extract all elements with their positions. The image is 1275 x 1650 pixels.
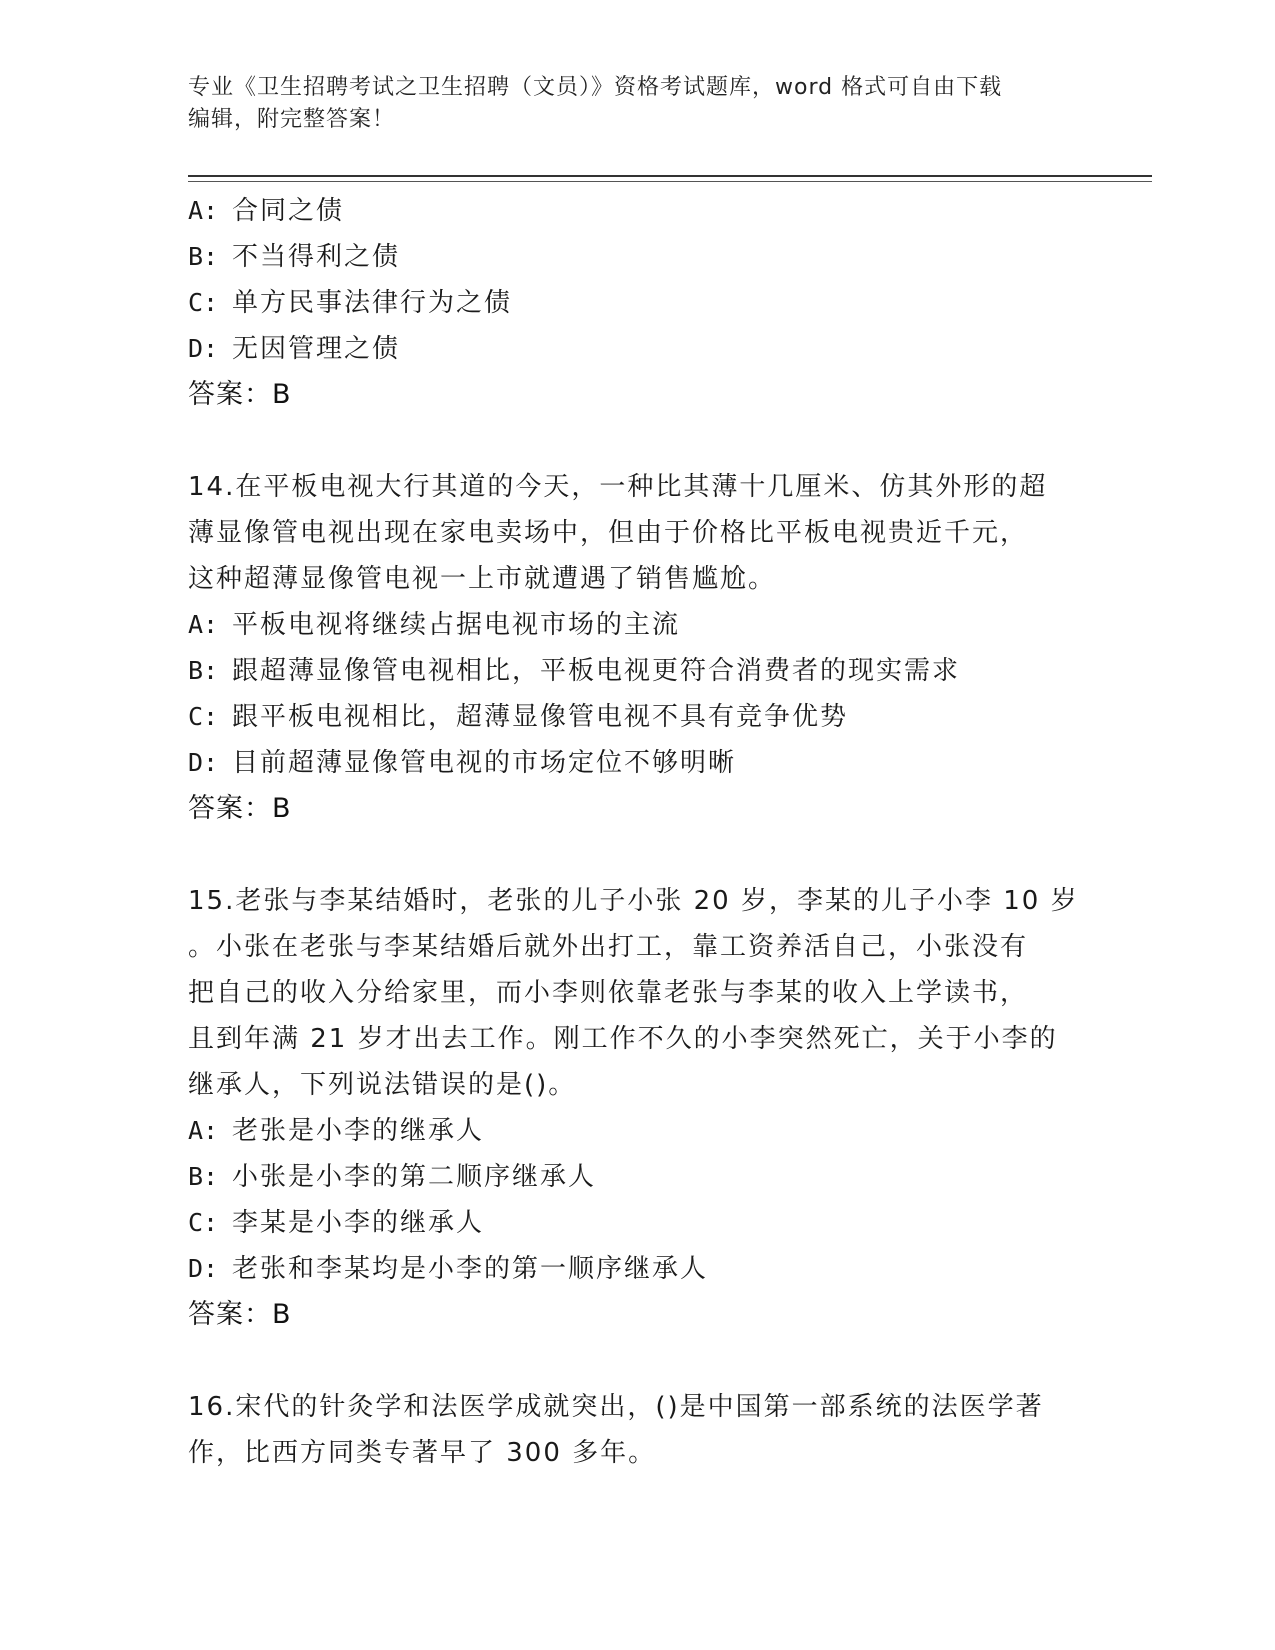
option-text: 李某是小李的继承人 xyxy=(232,1208,485,1238)
option-b xyxy=(188,1154,1088,1200)
option-c xyxy=(188,280,1088,326)
option-text: 无因管理之债 xyxy=(232,334,401,364)
question-content xyxy=(188,188,1088,1476)
answer: 答案：B xyxy=(188,793,292,824)
option-text: 跟超薄显像管电视相比，平板电视更符合消费者的现实需求 xyxy=(232,656,961,686)
option-letter: A: xyxy=(188,610,219,639)
option-a xyxy=(188,188,1088,234)
document-header xyxy=(188,72,1078,136)
option-letter: A: xyxy=(188,1116,219,1145)
option-text: 平板电视将继续占据电视市场的主流 xyxy=(232,610,681,640)
answer: 答案：B xyxy=(188,1299,292,1330)
question-stem-line: 。小张在老张与李某结婚后就外出打工，靠工资养活自己，小张没有 xyxy=(188,932,1029,962)
option-d xyxy=(188,326,1088,372)
option-letter: C: xyxy=(188,288,219,317)
option-c xyxy=(188,694,1088,740)
option-letter: B: xyxy=(188,656,219,685)
question-stem-line: 16.宋代的针灸学和法医学成就突出，()是中国第一部系统的法医学著 xyxy=(188,1392,1044,1422)
question-15 xyxy=(188,878,1088,1338)
question-stem-line: 这种超薄显像管电视一上市就遭遇了销售尴尬。 xyxy=(188,564,777,594)
option-letter: D: xyxy=(188,1254,219,1283)
option-letter: B: xyxy=(188,1162,219,1191)
header-line-2: 编辑，附完整答案！ xyxy=(188,107,396,132)
header-divider-thick xyxy=(188,175,1152,177)
option-letter: C: xyxy=(188,1208,219,1237)
option-letter: C: xyxy=(188,702,219,731)
question-stem-line: 作，比西方同类专著早了 300 多年。 xyxy=(188,1438,657,1468)
option-text: 合同之债 xyxy=(232,196,345,226)
option-letter: B: xyxy=(188,242,219,271)
answer: 答案：B xyxy=(188,379,292,410)
spacer xyxy=(188,418,1088,464)
question-14 xyxy=(188,464,1088,832)
option-letter: A: xyxy=(188,196,219,225)
option-d xyxy=(188,740,1088,786)
option-text: 单方民事法律行为之债 xyxy=(232,288,513,318)
option-a xyxy=(188,602,1088,648)
option-text: 跟平板电视相比，超薄显像管电视不具有竞争优势 xyxy=(232,702,849,732)
option-text: 不当得利之债 xyxy=(232,242,401,272)
option-text: 老张是小李的继承人 xyxy=(232,1116,485,1146)
question-stem-line: 且到年满 21 岁才出去工作。刚工作不久的小李突然死亡，关于小李的 xyxy=(188,1024,1058,1054)
spacer xyxy=(188,832,1088,878)
option-letter: D: xyxy=(188,334,219,363)
header-line-1: 专业《卫生招聘考试之卫生招聘（文员）》资格考试题库，word 格式可自由下载 xyxy=(188,75,1003,100)
option-a xyxy=(188,1108,1088,1154)
option-b xyxy=(188,648,1088,694)
question-stem-line: 把自己的收入分给家里，而小李则依靠老张与李某的收入上学读书， xyxy=(188,978,1029,1008)
option-text: 小张是小李的第二顺序继承人 xyxy=(232,1162,597,1192)
option-text: 目前超薄显像管电视的市场定位不够明晰 xyxy=(232,748,737,778)
question-stem-line: 继承人，下列说法错误的是()。 xyxy=(188,1070,577,1100)
question-stem-line: 14.在平板电视大行其道的今天，一种比其薄十几厘米、仿其外形的超 xyxy=(188,472,1048,502)
option-d xyxy=(188,1246,1088,1292)
option-b xyxy=(188,234,1088,280)
spacer xyxy=(188,1338,1088,1384)
question-stem-line: 15.老张与李某结婚时，老张的儿子小张 20 岁，李某的儿子小李 10 岁 xyxy=(188,886,1079,916)
option-c xyxy=(188,1200,1088,1246)
option-text: 老张和李某均是小李的第一顺序继承人 xyxy=(232,1254,709,1284)
option-letter: D: xyxy=(188,748,219,777)
question-13 xyxy=(188,188,1088,418)
question-16 xyxy=(188,1384,1088,1476)
header-divider-thin xyxy=(188,181,1152,182)
question-stem-line: 薄显像管电视出现在家电卖场中，但由于价格比平板电视贵近千元， xyxy=(188,518,1029,548)
